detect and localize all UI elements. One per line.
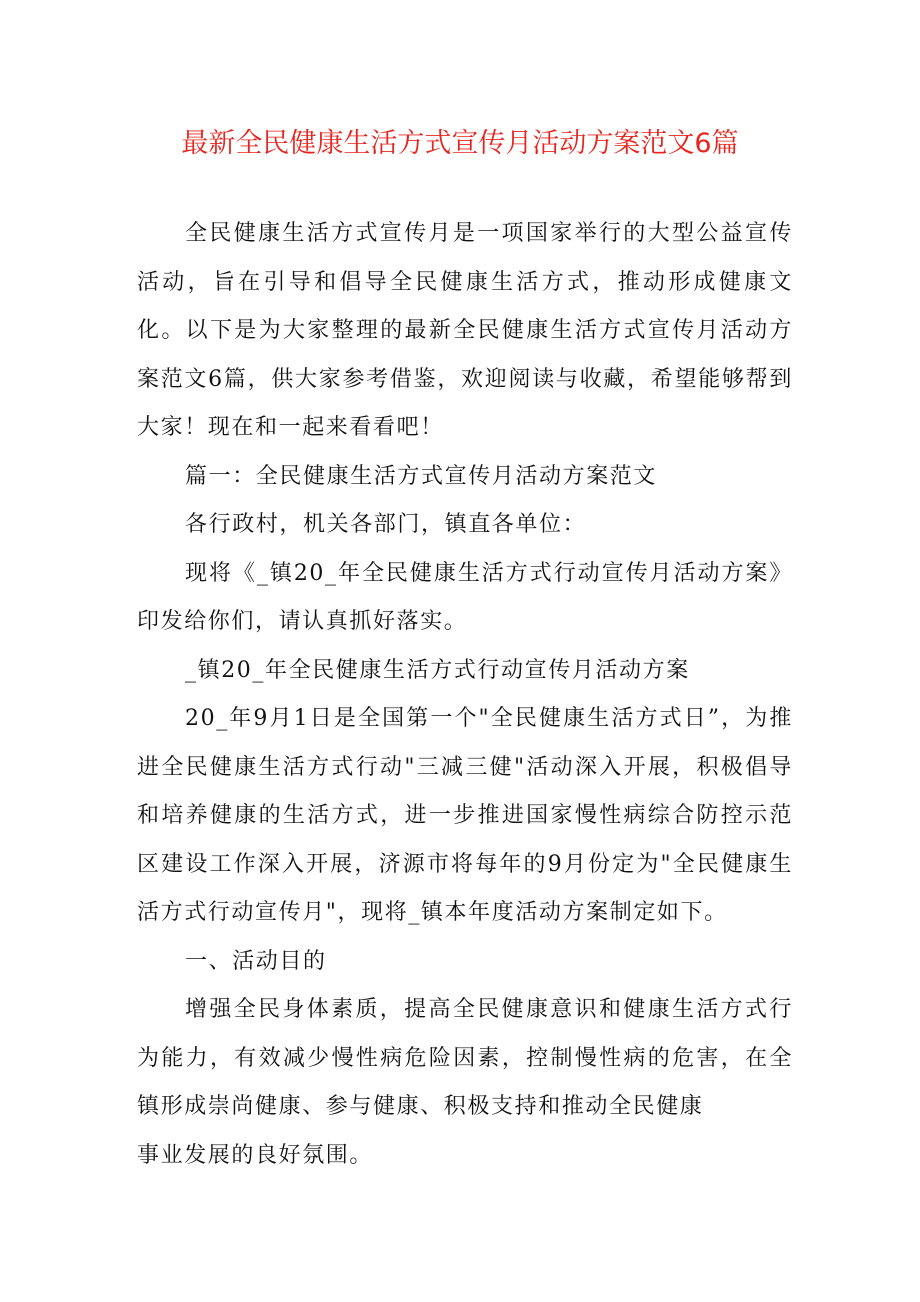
purpose-paragraph-continuation: 事业发展的良好氛围。	[137, 1142, 374, 1168]
section-heading-part-one: 篇一：全民健康生活方式宣传月活动方案范文	[185, 463, 658, 489]
intro-paragraph: 全民健康生活方式宣传月是一项国家举行的大型公益宣传活动，旨在引导和倡导全民健康生活方式，推动形成健康文化。以下是为大家整理的最新全民健康生活方式宣传月活动方案范文6篇，供大家参考借鉴，欢迎阅读与收藏，希望能够帮到大家！现在和一起来看看吧！	[137, 221, 793, 440]
document-title: 最新全民健康生活方式宣传月活动方案范文6篇	[181, 128, 739, 159]
salutation-paragraph: 各行政村，机关各部门，镇直各单位：	[185, 512, 587, 537]
section-heading-purpose: 一、活动目的	[185, 948, 327, 974]
purpose-paragraph: 增强全民身体素质，提高全民健康意识和健康生活方式行为能力，有效减少慢性病危险因素，控制慢性病的危害，在全镇形成崇尚健康、参与健康、积极支持和推动全民健康	[137, 997, 793, 1119]
notice-paragraph: 现将《_镇20_年全民健康生活方式行动宣传月活动方案》印发给你们，请认真抓好落实。	[137, 560, 793, 634]
document-body	[137, 210, 793, 1180]
background-paragraph: 20_年9月1日是全国第一个"全民健康生活方式日”，为推进全民健康生活方式行动"三减三健"活动深入开展，积极倡导和培养健康的生活方式，进一步推进国家慢性病综合防控示范区建设工作深入开展，济源市将每年的9月份定为"全民健康生活方式行动宣传月"，现将_镇本年度活动方案制定如下。	[137, 706, 793, 925]
plan-title-paragraph: _镇20_年全民健康生活方式行动宣传月活动方案	[185, 657, 690, 683]
